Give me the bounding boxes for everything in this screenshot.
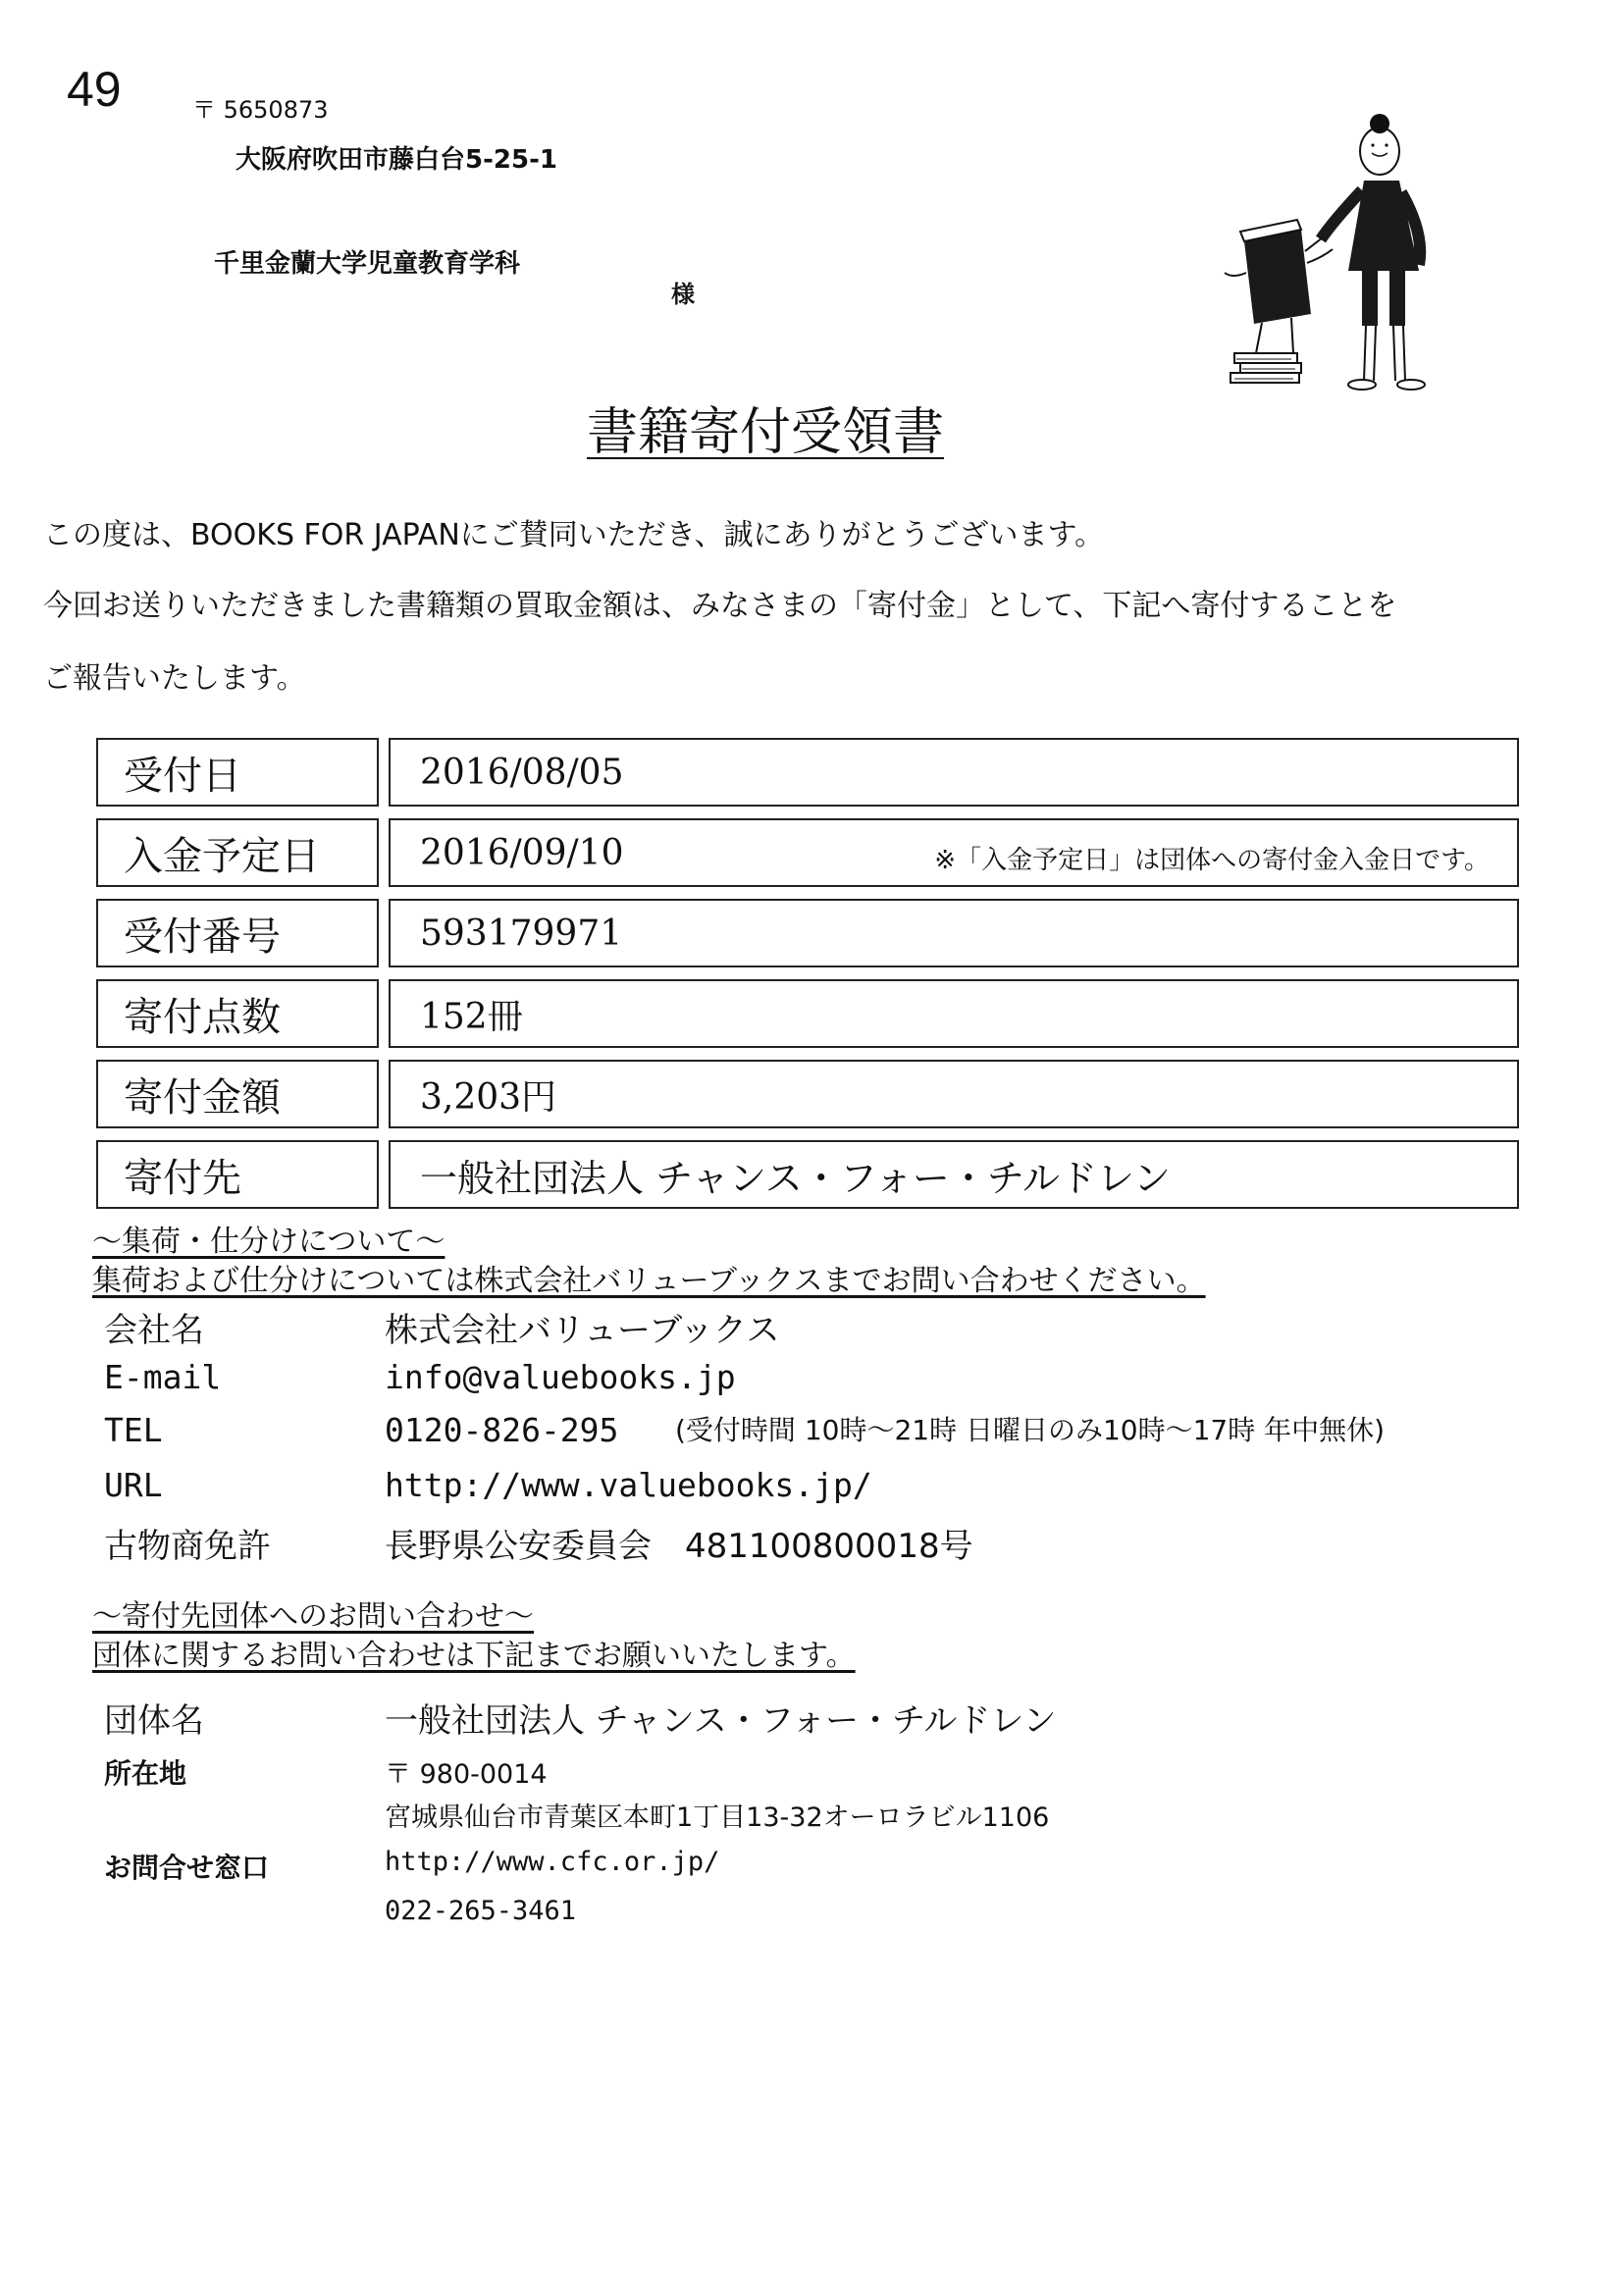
org-address: 宮城県仙台市青葉区本町1丁目13-32オーロラビル1106 <box>385 1802 1050 1833</box>
donation-count-value <box>389 979 1519 1048</box>
org-phone: 022-265-3461 <box>385 1896 577 1926</box>
tel-label: TEL <box>104 1411 163 1449</box>
received-date-label: 受付日 <box>96 738 379 807</box>
intro-line-1: この度は、BOOKS FOR JAPANにご賛同いただき、誠にありがとうございます。 <box>43 518 1105 552</box>
recipient-address: 大阪府吹田市藤白台5-25-1 <box>236 145 557 175</box>
receipt-number-text: 593179971 <box>420 913 623 954</box>
tel-hours-note: (受付時間 10時～21時 日曜日のみ10時～17時 年中無休) <box>675 1414 1386 1446</box>
org-postal: 〒 980-0014 <box>385 1759 548 1790</box>
org-name-label: 団体名 <box>104 1701 204 1741</box>
deposit-date-text: 2016/09/10 <box>420 832 624 873</box>
org-name-value: 一般社団法人 チャンス・フォー・チルドレン <box>385 1701 1057 1741</box>
honorific: 様 <box>671 281 695 308</box>
email-value: info@valuebooks.jp <box>385 1358 736 1396</box>
donation-recipient-value <box>389 1140 1519 1209</box>
page-number: 49 <box>67 62 122 117</box>
url-value: http://www.valuebooks.jp/ <box>385 1466 872 1504</box>
donation-amount-value <box>389 1060 1519 1128</box>
org-contact-label: お問合せ窓口 <box>104 1852 270 1884</box>
deposit-date-label: 入金予定日 <box>96 818 379 887</box>
organization-subheading: 団体に関するお問い合わせは下記までお願いいたします。 <box>92 1639 856 1673</box>
donation-count-label: 寄付点数 <box>96 979 379 1048</box>
license-label: 古物商免許 <box>104 1527 271 1566</box>
donation-amount-label: 寄付金額 <box>96 1060 379 1128</box>
donation-recipient-text: 一般社団法人 チャンス・フォー・チルドレン <box>420 1156 1172 1200</box>
organization-heading: ～寄付先団体へのお問い合わせ～ <box>92 1599 534 1634</box>
company-name-label: 会社名 <box>104 1311 204 1350</box>
tel-value: 0120-826-295 <box>385 1411 619 1449</box>
donation-amount-text: 3,203円 <box>420 1076 557 1118</box>
url-label: URL <box>104 1466 163 1504</box>
postal-code: 〒 5650873 <box>192 96 329 124</box>
intro-line-3: ご報告いたします。 <box>43 661 306 696</box>
girl-with-book-illustration <box>1217 96 1462 400</box>
deposit-date-note: ※「入金予定日」は団体への寄付金入金日です。 <box>934 846 1490 875</box>
collection-subheading: 集荷および仕分けについては株式会社バリューブックスまでお問い合わせください。 <box>92 1264 1206 1298</box>
org-url: http://www.cfc.or.jp/ <box>385 1847 720 1877</box>
company-name-value: 株式会社バリューブックス <box>385 1311 780 1350</box>
deposit-date-value <box>389 818 1519 887</box>
license-value: 長野県公安委員会 481100800018号 <box>385 1527 973 1566</box>
collection-heading: ～集荷・仕分けについて～ <box>92 1225 445 1259</box>
donation-count-text: 152冊 <box>420 996 523 1037</box>
received-date-value <box>389 738 1519 807</box>
received-date-text: 2016/08/05 <box>420 752 624 793</box>
document-title: 書籍寄付受領書 <box>587 403 945 462</box>
email-label: E-mail <box>104 1358 222 1396</box>
receipt-number-label: 受付番号 <box>96 899 379 967</box>
intro-line-2: 今回お送りいただきました書籍類の買取金額は、みなさまの「寄付金」として、下記へ寄付することを <box>43 589 1397 623</box>
donation-recipient-label: 寄付先 <box>96 1140 379 1209</box>
org-location-label: 所在地 <box>104 1757 187 1790</box>
recipient-name: 千里金蘭大学児童教育学科 <box>214 249 521 279</box>
receipt-number-value <box>389 899 1519 967</box>
